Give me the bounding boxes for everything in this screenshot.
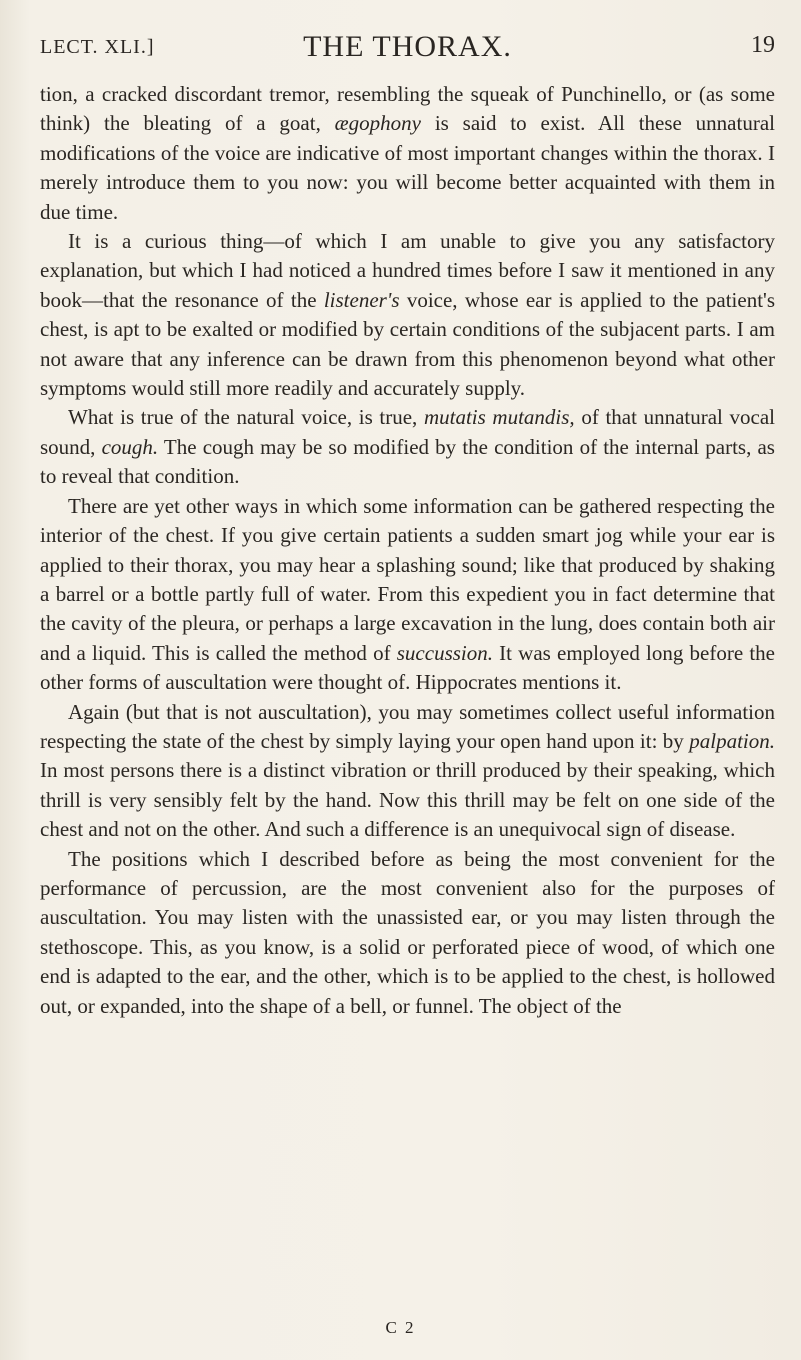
italic-term: succussion. [396,640,493,665]
signature-mark: C 2 [385,1318,416,1337]
paragraph [40,698,775,845]
paragraph [40,492,775,698]
italic-term: mutatis mutandis, [423,405,575,430]
page-title: THE THORAX. [303,30,512,63]
italic-term: ægophony [334,111,421,136]
paragraph [40,403,775,491]
text-run: voice, whose ear is applied to the patient's chest, is apt to be exalted or modified by certain conditions of the subjacent parts. I am not aware that any inference can be drawn from this phenomenon beyond what other symptoms would still more readily and accurately supply. [40,287,775,401]
text-run: It is a curious thing—of which I am unable to give you any satisfactory explanation, but which I had noticed a hundred times before I saw it mentioned in any book—that the resonance of the [40,229,775,312]
text-run: In most persons there is a distinct vibration or thrill produced by their speaking, which thrill is very sensibly felt by the hand. Now this thrill may be felt on one side of the chest and not on the other. And such a difference is an unequivocal sign of disease. [40,758,775,842]
body-text [40,80,775,1021]
italic-term: cough. [101,434,159,459]
text-run: It was employed long before the other forms of auscultation were thought of. Hippocrates mentions it. [40,640,775,695]
text-run: tion, a cracked discordant tremor, resembling the squeak of Punchinello, or (as some think) the bleating of a goat, [40,82,775,136]
page-number: 19 [751,32,775,58]
italic-term: palpation. [689,728,775,753]
text-run: What is true of the natural voice, is true, [68,405,424,430]
paragraph [40,227,775,403]
running-header [40,30,775,66]
text-run: is said to exist. All these unnatural modifications of the voice are indicative of most important changes within the thorax. I merely introduce them to you now: you will become better acquainted with them in due time. [40,111,775,224]
lecture-label: LECT. XLI.] [40,36,155,58]
text-run: There are yet other ways in which some information can be gathered respecting the interior of the chest. If you give certain patients a sudden smart jog while your ear is applied to their thorax, you may hear a splashing sound; like that produced by shaking a barrel or a bottle partly full of water. From this expedient you in fact determine that the cavity of the pleura, or perhaps a large excavation in the lung, does contain both air and a liquid. This is called the method of [40,493,775,665]
text-run: The cough may be so modified by the condition of the internal parts, as to reveal that condition. [40,434,775,489]
text-run: of that unnatural vocal sound, [40,405,775,459]
text-run: The positions which I described before as being the most convenient for the performance of percussion, are the most convenient also for the purposes of auscultation. You may listen with the unassisted ear, or you may listen through the stethoscope. This, as you know, is a solid or perforated piece of wood, of which one end is adapted to the ear, and the other, which is to be applied to the chest, is hollowed out, or expanded, into the shape of a bell, or funnel. The object of the [40,846,775,1018]
paragraph [40,80,775,227]
paragraph [40,845,775,1021]
italic-term: listener's [323,287,400,312]
text-run: Again (but that is not auscultation), you may sometimes collect useful information respecting the state of the chest by simply laying your open hand upon it: by [40,699,775,753]
